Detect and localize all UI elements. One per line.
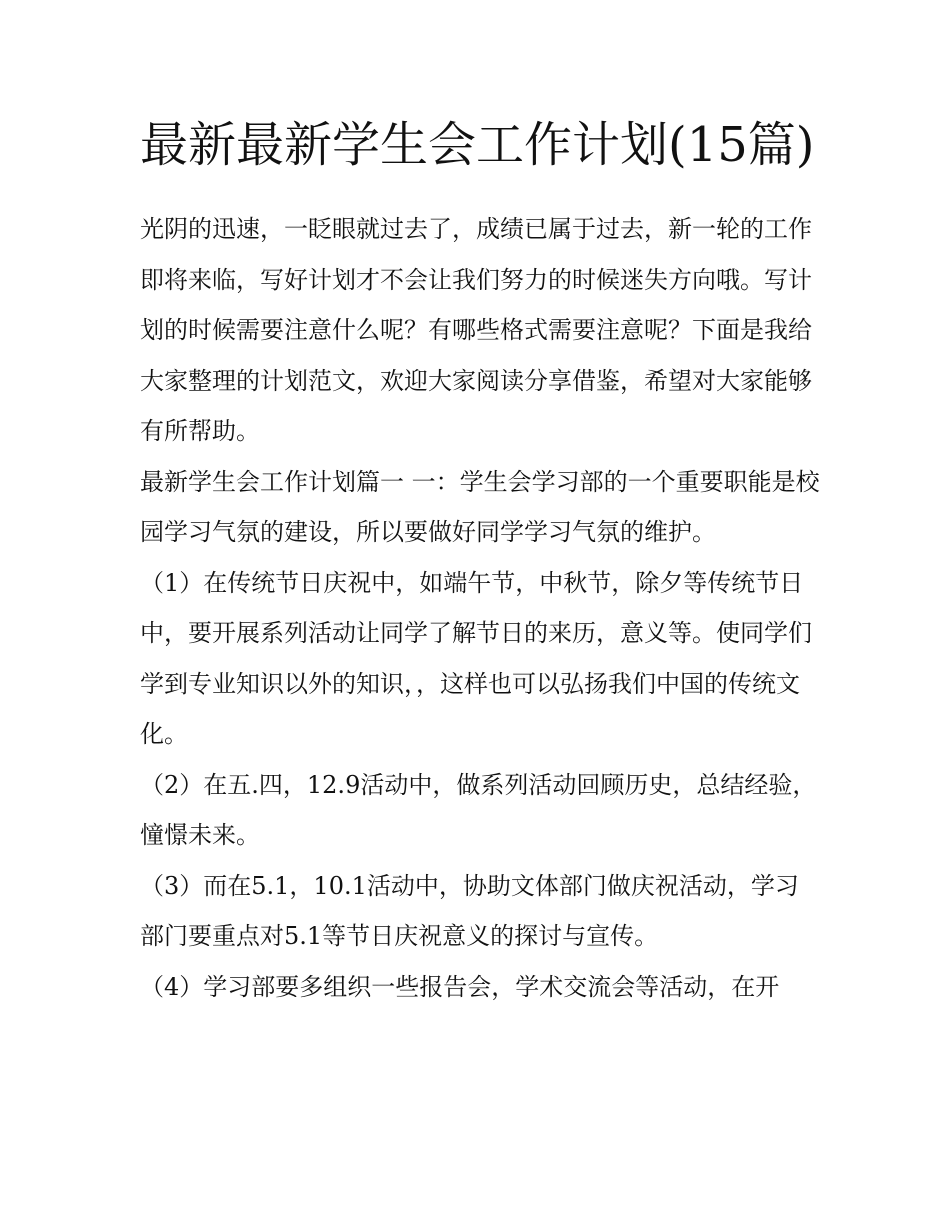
document-body — [140, 204, 820, 1012]
paragraph-section-one: 最新学生会工作计划篇一 一：学生会学习部的一个重要职能是校园学习气氛的建设，所以要做好同学学习气氛的维护。 — [140, 467, 820, 546]
paragraph-item-4: （4）学习部要多组织一些报告会，学术交流会等活动，在开 — [140, 972, 780, 1001]
paragraph-item-1: （1）在传统节日庆祝中，如端午节，中秋节，除夕等传统节日中，要开展系列活动让同学了解节日的来历，意义等。使同学们学到专业知识以外的知识，，这样也可以弘扬我们中国的传统文化。 — [140, 568, 812, 748]
document-title: 最新最新学生会工作计划(15篇) — [140, 117, 815, 173]
paragraph-intro: 光阴的迅速，一眨眼就过去了，成绩已属于过去，新一轮的工作即将来临，写好计划才不会让我们努力的时候迷失方向哦。写计划的时候需要注意什么呢？有哪些格式需要注意呢？下面是我给大家整理的计划范文，欢迎大家阅读分享借鉴，希望对大家能够有所帮助。 — [140, 215, 812, 445]
paragraph-item-3: （3）而在5.1，10.1活动中，协助文体部门做庆祝活动，学习部门要重点对5.1等节日庆祝意义的探讨与宣传。 — [140, 871, 799, 950]
paragraph-item-2: （2）在五.四，12.9活动中，做系列活动回顾历史，总结经验，憧憬未来。 — [140, 770, 817, 849]
document-page — [140, 112, 820, 1012]
